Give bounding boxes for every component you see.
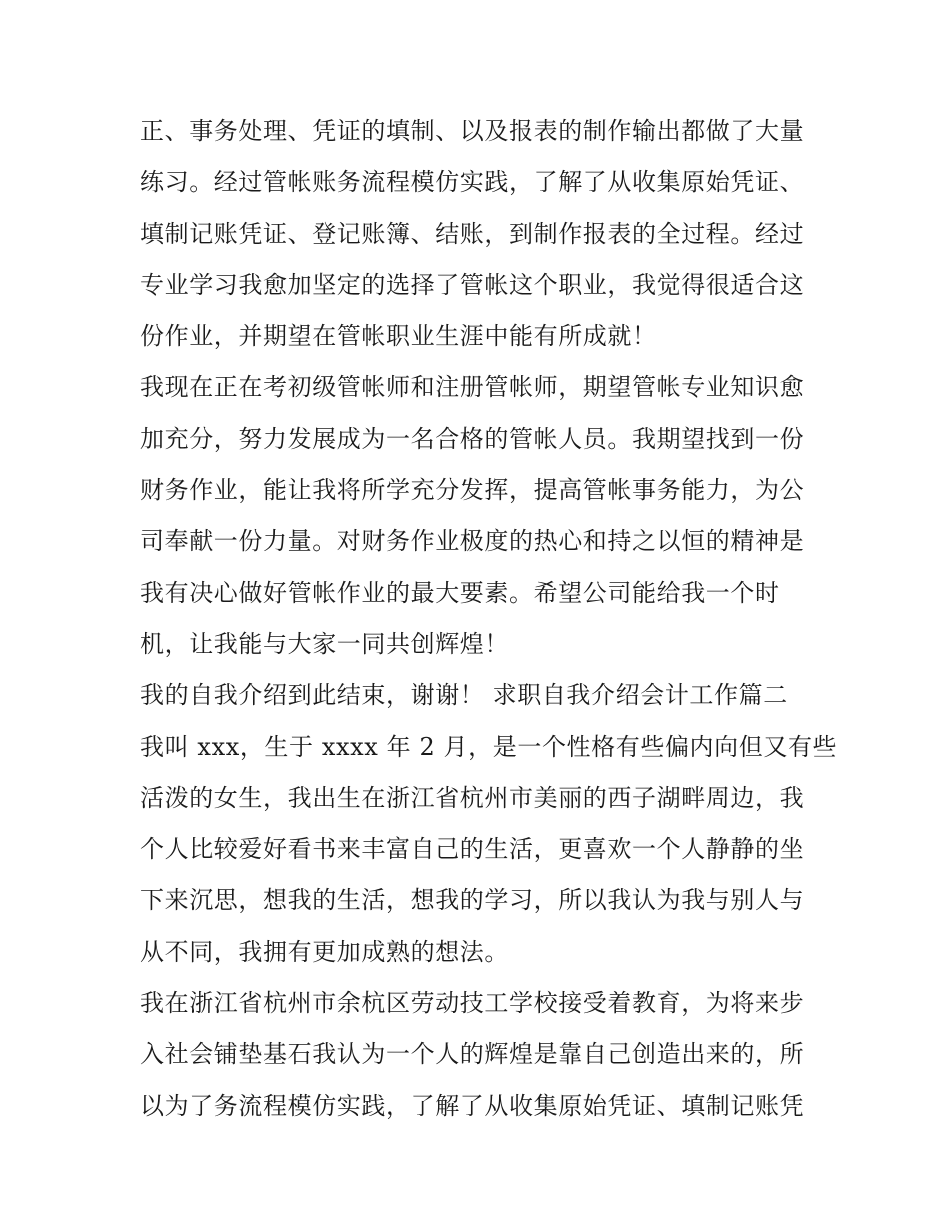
text-line: 从不同，我拥有更加成熟的想法。 [140,937,509,966]
text-line: 填制记账凭证、登记账簿、结账，到制作报表的全过程。经过 [140,219,805,248]
text-line: 我现在正在考初级管帐师和注册管帐师，期望管帐专业知识愈 [140,373,805,402]
text-line: 入社会铺垫基石我认为一个人的辉煌是靠自己创造出来的，所 [140,1040,805,1069]
text-line: 以为了务流程模仿实践，了解了从收集原始凭证、填制记账凭 [140,1091,805,1120]
text-line: 司奉献一份力量。对财务作业极度的热心和持之以恒的精神是 [140,527,805,556]
document-body [140,106,838,1132]
text-line: 我的自我介绍到此结束，谢谢！ 求职自我介绍会计工作篇二 [140,681,788,710]
text-line: 下来沉思，想我的生活，想我的学习，所以我认为我与别人与 [140,886,805,915]
text-line: 专业学习我愈加坚定的选择了管帐这个职业，我觉得很适合这 [140,270,805,299]
text-line: 练习。经过管帐账务流程模仿实践，了解了从收集原始凭证、 [140,168,805,197]
text-line: 加充分，努力发展成为一名合格的管帐人员。我期望找到一份 [140,424,805,453]
text-line: 份作业，并期望在管帐职业生涯中能有所成就！ [140,322,657,351]
text-line: 机，让我能与大家一同共创辉煌！ [140,629,509,658]
text-line: 个人比较爱好看书来丰富自己的生活，更喜欢一个人静静的坐 [140,835,805,864]
text-line: 活泼的女生，我出生在浙江省杭州市美丽的西子湖畔周边，我 [140,783,805,812]
text-line: 我有决心做好管帐作业的最大要素。希望公司能给我一个时 [140,578,780,607]
text-line: 财务作业，能让我将所学充分发挥，提高管帐事务能力，为公 [140,476,805,505]
text-line: 正、事务处理、凭证的填制、以及报表的制作输出都做了大量 [140,117,805,145]
text-line: 我在浙江省杭州市余杭区劳动技工学校接受着教育，为将来步 [140,989,805,1018]
text-line: 我叫 xxx，生于 xxxx 年 2 月，是一个性格有些偏内向但又有些 [140,732,838,761]
